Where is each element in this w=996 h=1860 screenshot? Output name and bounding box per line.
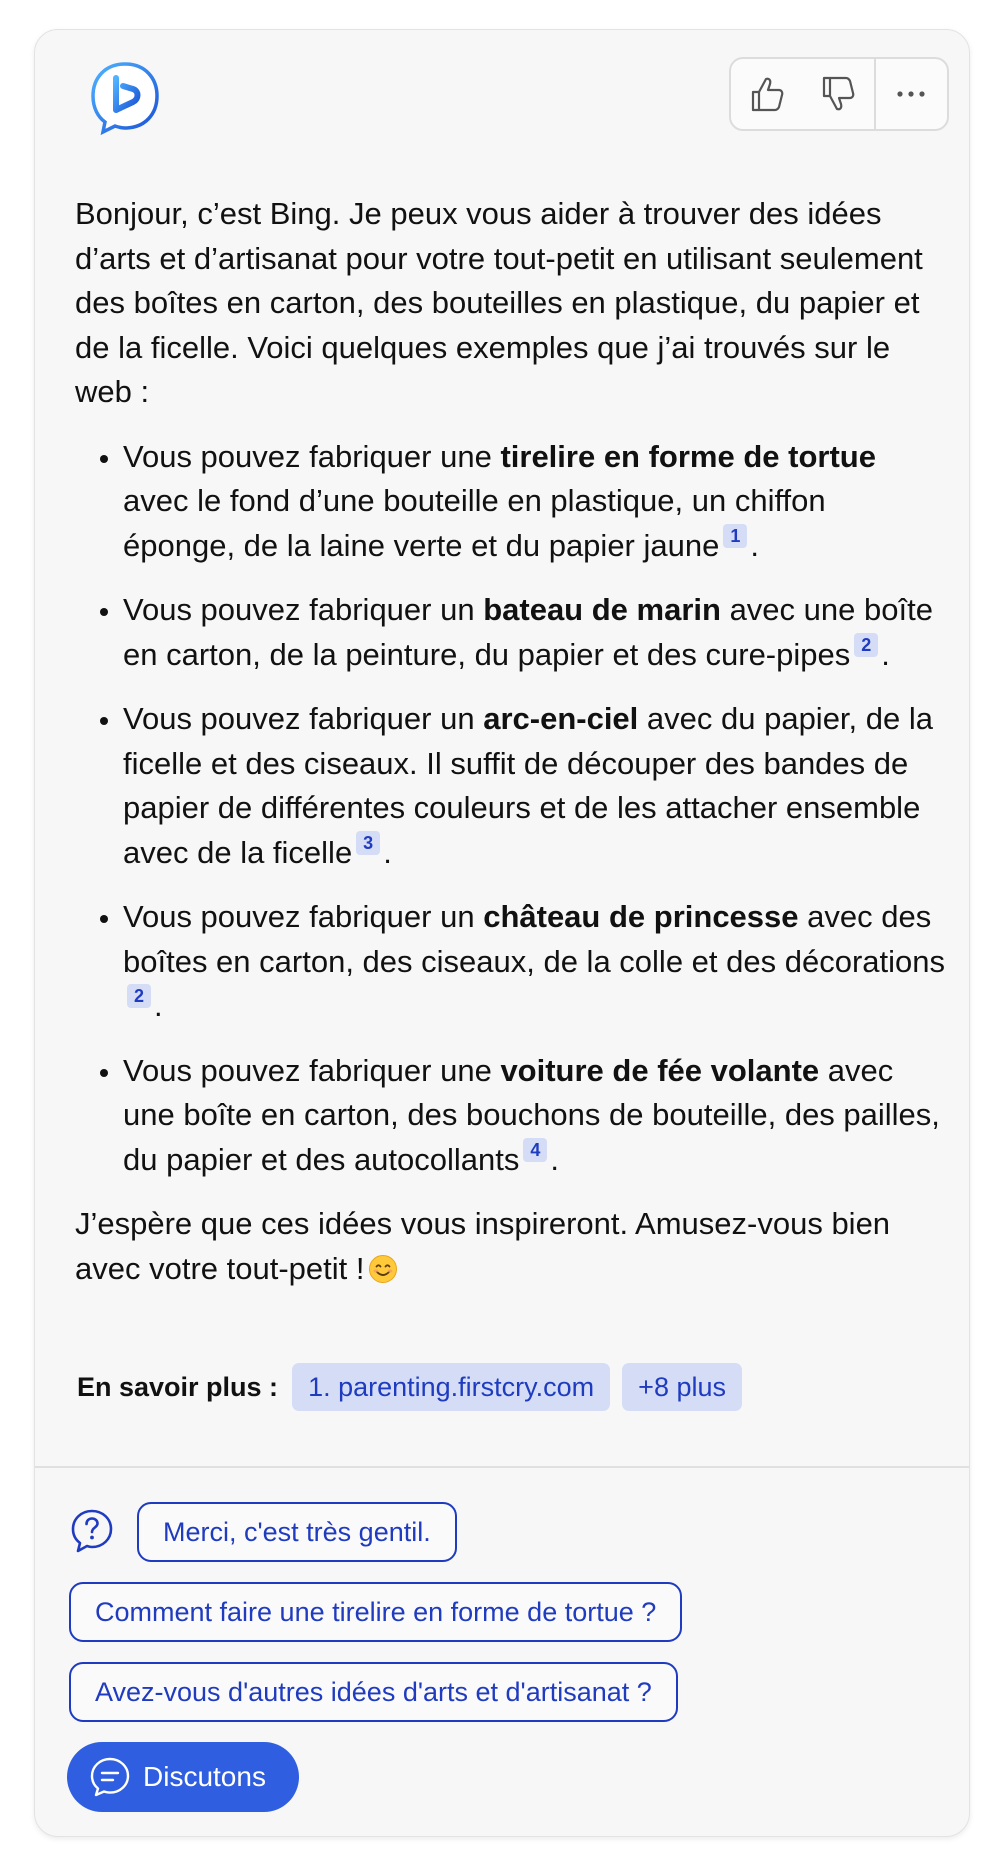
thumbs-down-button[interactable] <box>802 59 873 129</box>
item-text: avec une boîte en carton, de la peinture, du papier et des cure-pipes <box>123 592 933 672</box>
more-sources-link[interactable]: +8 plus <box>622 1363 742 1411</box>
citation-badge[interactable]: 2 <box>854 633 878 657</box>
chat-response-card <box>34 29 970 1837</box>
thumbs-up-button[interactable] <box>731 59 802 129</box>
citation-badge[interactable]: 4 <box>523 1138 547 1162</box>
item-text: avec une boîte en carton, des bouchons de bouteille, des pailles, du papier et des autocollants <box>123 1052 940 1177</box>
item-text: Vous pouvez fabriquer un <box>123 701 484 736</box>
item-end: . <box>750 527 759 563</box>
item-text: Vous pouvez fabriquer un <box>123 592 484 627</box>
smiling-face-emoji <box>368 1254 398 1284</box>
item-text: Vous pouvez fabriquer une <box>123 438 501 474</box>
suggestion-button[interactable]: Avez-vous d'autres idées d'arts et d'artisanat ? <box>69 1662 678 1722</box>
citation-badge[interactable]: 3 <box>356 831 380 855</box>
chat-button-label: Discutons <box>143 1761 266 1792</box>
item-highlight: arc-en-ciel <box>483 701 639 736</box>
item-highlight: voiture de fée volante <box>500 1052 820 1088</box>
item-highlight: bateau de marin <box>483 592 721 627</box>
item-end: . <box>154 988 163 1023</box>
feedback-toolbar <box>729 57 949 131</box>
more-options-icon <box>894 89 928 99</box>
citation-badge[interactable]: 2 <box>127 984 151 1008</box>
item-end: . <box>550 1141 560 1177</box>
item-end: . <box>881 636 890 672</box>
question-bubble-icon <box>69 1508 115 1554</box>
bing-chat-logo-icon <box>85 58 165 138</box>
citation-badge[interactable]: 1 <box>723 524 747 548</box>
item-highlight: tirelire en forme de tortue <box>500 438 876 474</box>
ideas-list <box>75 435 945 1183</box>
chat-bubble-icon <box>89 1756 131 1798</box>
item-text: Vous pouvez fabriquer une <box>123 1052 501 1088</box>
learn-more-label: En savoir plus : <box>77 1371 279 1402</box>
learn-more-row <box>77 1363 742 1411</box>
intro-text: Bonjour, c’est Bing. Je peux vous aider à trouver des idées d’arts et d’artisanat pour votre tout-petit en utilisant seulement des boîtes en carton, des bouteilles en plastique, du papier et de la ficelle. Voici quelques exemples que j’ai trouvés sur le web : <box>75 196 923 409</box>
item-highlight: château de princesse <box>483 899 799 934</box>
list-item <box>123 435 945 569</box>
chat-button[interactable] <box>67 1742 299 1812</box>
thumbs-up-icon <box>750 75 784 113</box>
suggestion-button[interactable]: Comment faire une tirelire en forme de tortue ? <box>69 1582 682 1642</box>
item-text: Vous pouvez fabriquer un <box>123 899 484 934</box>
list-item <box>123 1049 945 1183</box>
section-divider <box>35 1466 969 1468</box>
list-item <box>123 697 945 875</box>
item-end: . <box>383 834 392 870</box>
item-text: avec du papier, de la ficelle et des ciseaux. Il suffit de découper des bandes de papier de différentes couleurs et de les attacher ensemble avec de la ficelle <box>123 701 933 870</box>
response-message <box>75 192 945 1291</box>
item-text: avec le fond d’une bouteille en plastique, un chiffon éponge, de la laine verte et du papier jaune <box>123 483 826 563</box>
list-item <box>123 588 945 677</box>
more-options-button[interactable] <box>876 59 947 129</box>
item-text: avec des boîtes en carton, des ciseaux, de la colle et des décorations <box>123 899 945 979</box>
outro-text <box>75 1202 945 1291</box>
thumbs-down-icon <box>821 75 855 113</box>
list-item <box>123 895 945 1029</box>
suggestion-button[interactable]: Merci, c'est très gentil. <box>137 1502 457 1562</box>
source-link[interactable]: 1. parenting.firstcry.com <box>292 1363 610 1411</box>
outro-sentence: J’espère que ces idées vous inspireront. Amusez-vous bien avec votre tout-petit ! <box>75 1206 891 1286</box>
